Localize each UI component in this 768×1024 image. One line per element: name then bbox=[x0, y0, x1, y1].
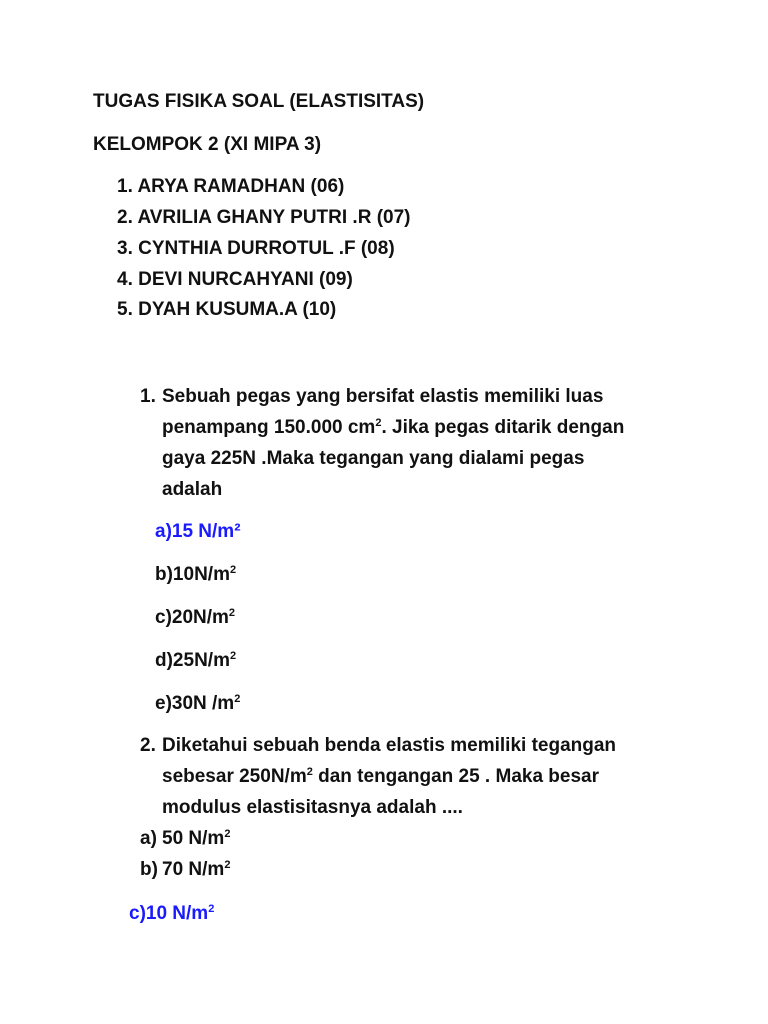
list-item bbox=[117, 206, 411, 230]
member-name: CYNTHIA DURROTUL .F (08) bbox=[138, 238, 395, 259]
question-text: adalah bbox=[162, 479, 223, 500]
question-text: Sebuah pegas yang bersifat elastis memiliki luas bbox=[162, 386, 604, 407]
answer-option-a: a) 50 $N/m^2$ bbox=[140, 828, 231, 849]
question-number: 1. bbox=[140, 386, 156, 407]
answer-option-e: e)30N $/m^2$ bbox=[155, 693, 241, 714]
list-number: 2. bbox=[117, 207, 133, 228]
answer-option-b: b) 70 $N/m^2$ bbox=[140, 859, 231, 880]
list-number: 1. bbox=[117, 176, 133, 197]
list-number: 4. bbox=[117, 269, 133, 290]
list-number: 5. bbox=[117, 299, 133, 320]
member-name: ARYA RAMADHAN (06) bbox=[137, 176, 345, 197]
document-title: TUGAS FISIKA SOAL (ELASTISITAS) bbox=[93, 91, 425, 112]
answer-option-d: $d)25N/m^2$ bbox=[155, 650, 237, 671]
member-name: DEVI NURCAHYANI (09) bbox=[138, 269, 353, 290]
member-name: DYAH KUSUMA.A (10) bbox=[138, 299, 337, 320]
answer-option-a: a)15 N/m² bbox=[155, 521, 241, 542]
list-item bbox=[117, 175, 344, 199]
question-text: modulus elastisitasnya adalah .... bbox=[162, 797, 463, 818]
question-text: penampang 150.000 $cm^2$. Jika pegas ditarik dengan bbox=[162, 417, 625, 438]
list-item bbox=[117, 298, 336, 322]
superscript: 2 bbox=[306, 766, 313, 778]
question-text: gaya 225N .Maka tegangan yang dialami pegas bbox=[162, 448, 585, 469]
list-item bbox=[117, 237, 395, 261]
answer-option-c: $c)20N/m^2$ bbox=[155, 607, 236, 628]
answer-option-c: c)10 $N/m^2$ bbox=[129, 903, 215, 924]
list-item bbox=[117, 268, 353, 292]
list-number: 3. bbox=[117, 238, 133, 259]
superscript: 2 bbox=[375, 417, 382, 429]
answer-option-b: $b)10N/m^2$ bbox=[155, 564, 237, 585]
question-text: Diketahui sebuah benda elastis memiliki tegangan bbox=[162, 735, 617, 756]
question-text: sebesar $250N/m^2$ dan tengangan 25 . Maka besar bbox=[162, 766, 599, 787]
group-label: KELOMPOK 2 (XI MIPA 3) bbox=[93, 134, 322, 155]
question-number: 2. bbox=[140, 735, 156, 756]
member-name: AVRILIA GHANY PUTRI .R (07) bbox=[137, 207, 411, 228]
